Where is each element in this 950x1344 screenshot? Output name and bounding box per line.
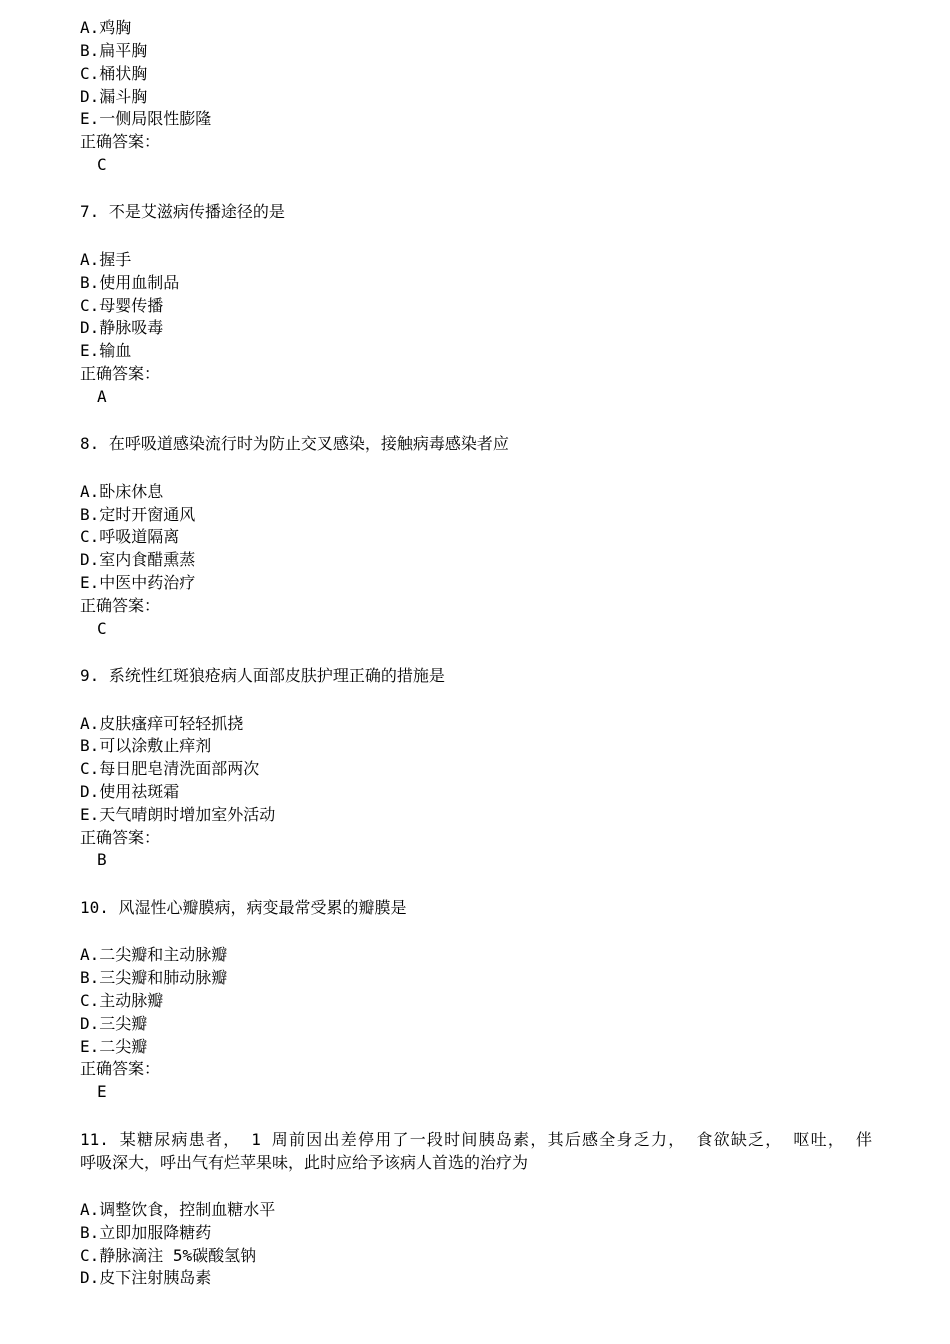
question-stem-line-2: 呼吸深大，呼出气有烂苹果味，此时应给予该病人首选的治疗为 <box>80 1153 529 1172</box>
option-b: B.三尖瓣和肺动脉瓣 <box>80 968 228 987</box>
option-e: E.天气晴朗时增加室外活动 <box>80 805 276 824</box>
question-stem: 7. 不是艾滋病传播途径的是 <box>80 202 285 221</box>
answer-value: C <box>97 155 107 174</box>
option-e: E.二尖瓣 <box>80 1037 148 1056</box>
option-a: A.卧床休息 <box>80 482 164 501</box>
answer-label: 正确答案： <box>80 828 161 847</box>
option-a: A.鸡胸 <box>80 18 132 37</box>
option-d: D.室内食醋熏蒸 <box>80 550 196 569</box>
answer-value: C <box>97 619 107 638</box>
answer-value: A <box>97 387 107 406</box>
option-c: C.主动脉瓣 <box>80 991 164 1010</box>
answer-label: 正确答案： <box>80 132 161 151</box>
option-b: B.使用血制品 <box>80 273 180 292</box>
option-d: D.皮下注射胰岛素 <box>80 1268 212 1287</box>
option-b: B.立即加服降糖药 <box>80 1223 212 1242</box>
option-a: A.调整饮食，控制血糖水平 <box>80 1200 276 1219</box>
answer-label: 正确答案： <box>80 596 161 615</box>
option-d: D.三尖瓣 <box>80 1014 148 1033</box>
option-e: E.输血 <box>80 341 132 360</box>
answer-label: 正确答案： <box>80 1059 161 1078</box>
question-stem: 10. 风湿性心瓣膜病，病变最常受累的瓣膜是 <box>80 898 407 917</box>
option-a: A.皮肤瘙痒可轻轻抓挠 <box>80 714 244 733</box>
question-stem: 9. 系统性红斑狼疮病人面部皮肤护理正确的措施是 <box>80 666 445 685</box>
answer-value: B <box>97 850 107 869</box>
question-stem-line-1: 11. 某糖尿病患者， 1 周前因出差停用了一段时间胰岛素，其后感全身乏力， 食欲缺乏， 呕吐， 伴 <box>80 1130 872 1149</box>
option-d: D.漏斗胸 <box>80 87 148 106</box>
option-a: A.握手 <box>80 250 132 269</box>
option-b: B.扁平胸 <box>80 41 148 60</box>
option-c: C.每日肥皂清洗面部两次 <box>80 759 260 778</box>
option-b: B.可以涂敷止痒剂 <box>80 736 212 755</box>
option-e: E.一侧局限性膨隆 <box>80 109 212 128</box>
answer-value: E <box>97 1082 107 1101</box>
option-d: D.静脉吸毒 <box>80 318 164 337</box>
question-stem: 8. 在呼吸道感染流行时为防止交叉感染，接触病毒感染者应 <box>80 434 509 453</box>
option-d: D.使用祛斑霜 <box>80 782 180 801</box>
option-c: C.母婴传播 <box>80 296 164 315</box>
answer-label: 正确答案： <box>80 364 161 383</box>
option-c: C.呼吸道隔离 <box>80 527 180 546</box>
option-b: B.定时开窗通风 <box>80 505 196 524</box>
option-c: C.桶状胸 <box>80 64 148 83</box>
option-a: A.二尖瓣和主动脉瓣 <box>80 945 228 964</box>
option-c: C.静脉滴注 5%碳酸氢钠 <box>80 1246 257 1265</box>
option-e: E.中医中药治疗 <box>80 573 196 592</box>
